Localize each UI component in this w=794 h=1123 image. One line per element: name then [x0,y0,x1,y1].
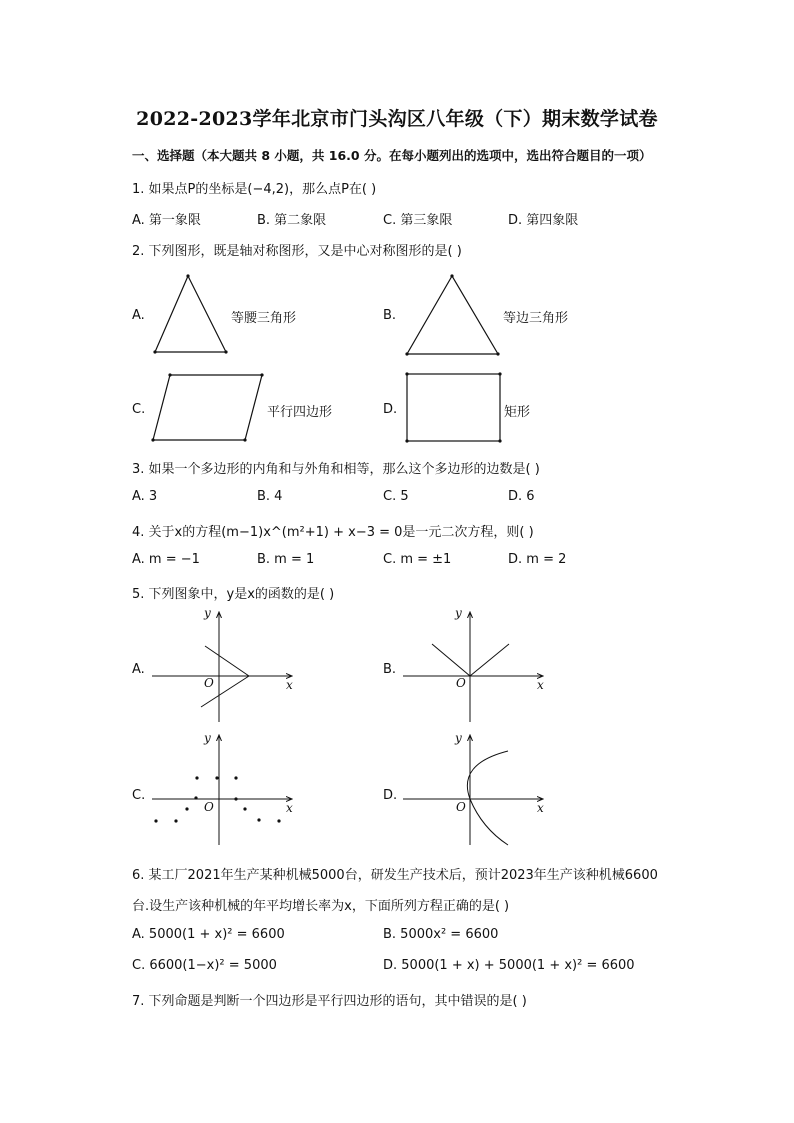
q5-letter-b: B. [383,662,397,677]
graph-d-origin-label: O [456,800,466,814]
graph-a-x-label: x [286,678,293,692]
question-1-stem: 1. 如果点P的坐标是(−4,2)，那么点P在( ) [132,182,377,197]
graph-a-y-label: y [204,606,211,620]
graph-d-y-label: y [455,731,462,745]
graph-b-y-label: y [455,606,462,620]
q1-option-c: C. 第三象限 [383,213,453,228]
question-3-stem: 3. 如果一个多边形的内角和与外角和相等，那么这个多边形的边数是( ) [132,462,540,477]
question-5-stem: 5. 下列图象中，y是x的函数的是( ) [132,587,335,602]
question-7-stem: 7. 下列命题是判断一个四边形是平行四边形的语句，其中错误的是( ) [132,994,527,1009]
section-heading: 一、选择题（本大题共 8 小题，共 16.0 分。在每小题列出的选项中，选出符合题目的一项） [132,148,652,163]
q3-option-d: D. 6 [508,489,535,504]
q2-label-parallelogram: 平行四边形 [267,405,333,420]
graph-b [403,612,543,722]
q6-option-a: A. 5000(1 + x)² = 6600 [132,927,285,942]
graph-c-y-label: y [204,731,211,745]
q4-option-c: C. m = ±1 [383,552,452,567]
q2-letter-a: A. [132,308,145,323]
graph-a-line-upper [205,646,249,676]
q5-letter-c: C. [132,788,146,803]
graph-b-line-right [470,644,509,676]
question-6-stem-line1: 6. 某工厂2021年生产某种机械5000台，研发生产技术后，预计2023年生产该种机械6600 [132,868,658,883]
q1-option-b: B. 第二象限 [257,213,327,228]
q2-label-equilateral: 等边三角形 [503,311,569,326]
graph-b-line-left [432,644,470,676]
q4-option-a: A. m = −1 [132,552,200,567]
q6-option-d: D. 5000(1 + x) + 5000(1 + x)² = 6600 [383,958,635,973]
question-4-stem: 4. 关于x的方程(m−1)x^(m²+1) + x−3 = 0是一元二次方程，则( ) [132,525,534,540]
q4-option-b: B. m = 1 [257,552,315,567]
graph-c-origin-label: O [204,800,214,814]
graph-d-x-label: x [537,801,544,815]
q6-option-b: B. 5000x² = 6600 [383,927,499,942]
q2-letter-c: C. [132,402,146,417]
q2-letter-d: D. [383,402,398,417]
q2-shapes [0,0,794,460]
equilateral-triangle-shape [407,276,498,354]
q2-label-isosceles: 等腰三角形 [231,311,297,326]
question-2-stem: 2. 下列图形，既是轴对称图形，又是中心对称图形的是( ) [132,244,462,259]
q6-option-c: C. 6600(1−x)² = 5000 [132,958,277,973]
q3-option-c: C. 5 [383,489,409,504]
rectangle-shape [407,374,500,441]
q5-letter-a: A. [132,662,145,677]
exam-title: 2022-2023学年北京市门头沟区八年级（下）期末数学试卷 [136,108,658,130]
graph-d-parabola-curve [467,751,508,845]
q5-graphs [0,600,794,860]
q5-letter-d: D. [383,788,398,803]
q1-option-a: A. 第一象限 [132,213,201,228]
q2-letter-b: B. [383,308,397,323]
isosceles-triangle-shape [155,276,226,352]
graph-a [152,612,292,722]
question-6-stem-line2: 台.设生产该种机械的年平均增长率为x，下面所列方程正确的是( ) [132,899,510,914]
graph-a-origin-label: O [204,676,214,690]
graph-d [403,735,543,845]
q3-option-b: B. 4 [257,489,283,504]
q2-label-rectangle: 矩形 [504,405,531,420]
graph-b-x-label: x [537,678,544,692]
graph-c [152,735,292,845]
parallelogram-shape [153,375,262,440]
q3-option-a: A. 3 [132,489,158,504]
q1-option-d: D. 第四象限 [508,213,579,228]
q4-option-d: D. m = 2 [508,552,567,567]
graph-c-x-label: x [286,801,293,815]
graph-b-origin-label: O [456,676,466,690]
